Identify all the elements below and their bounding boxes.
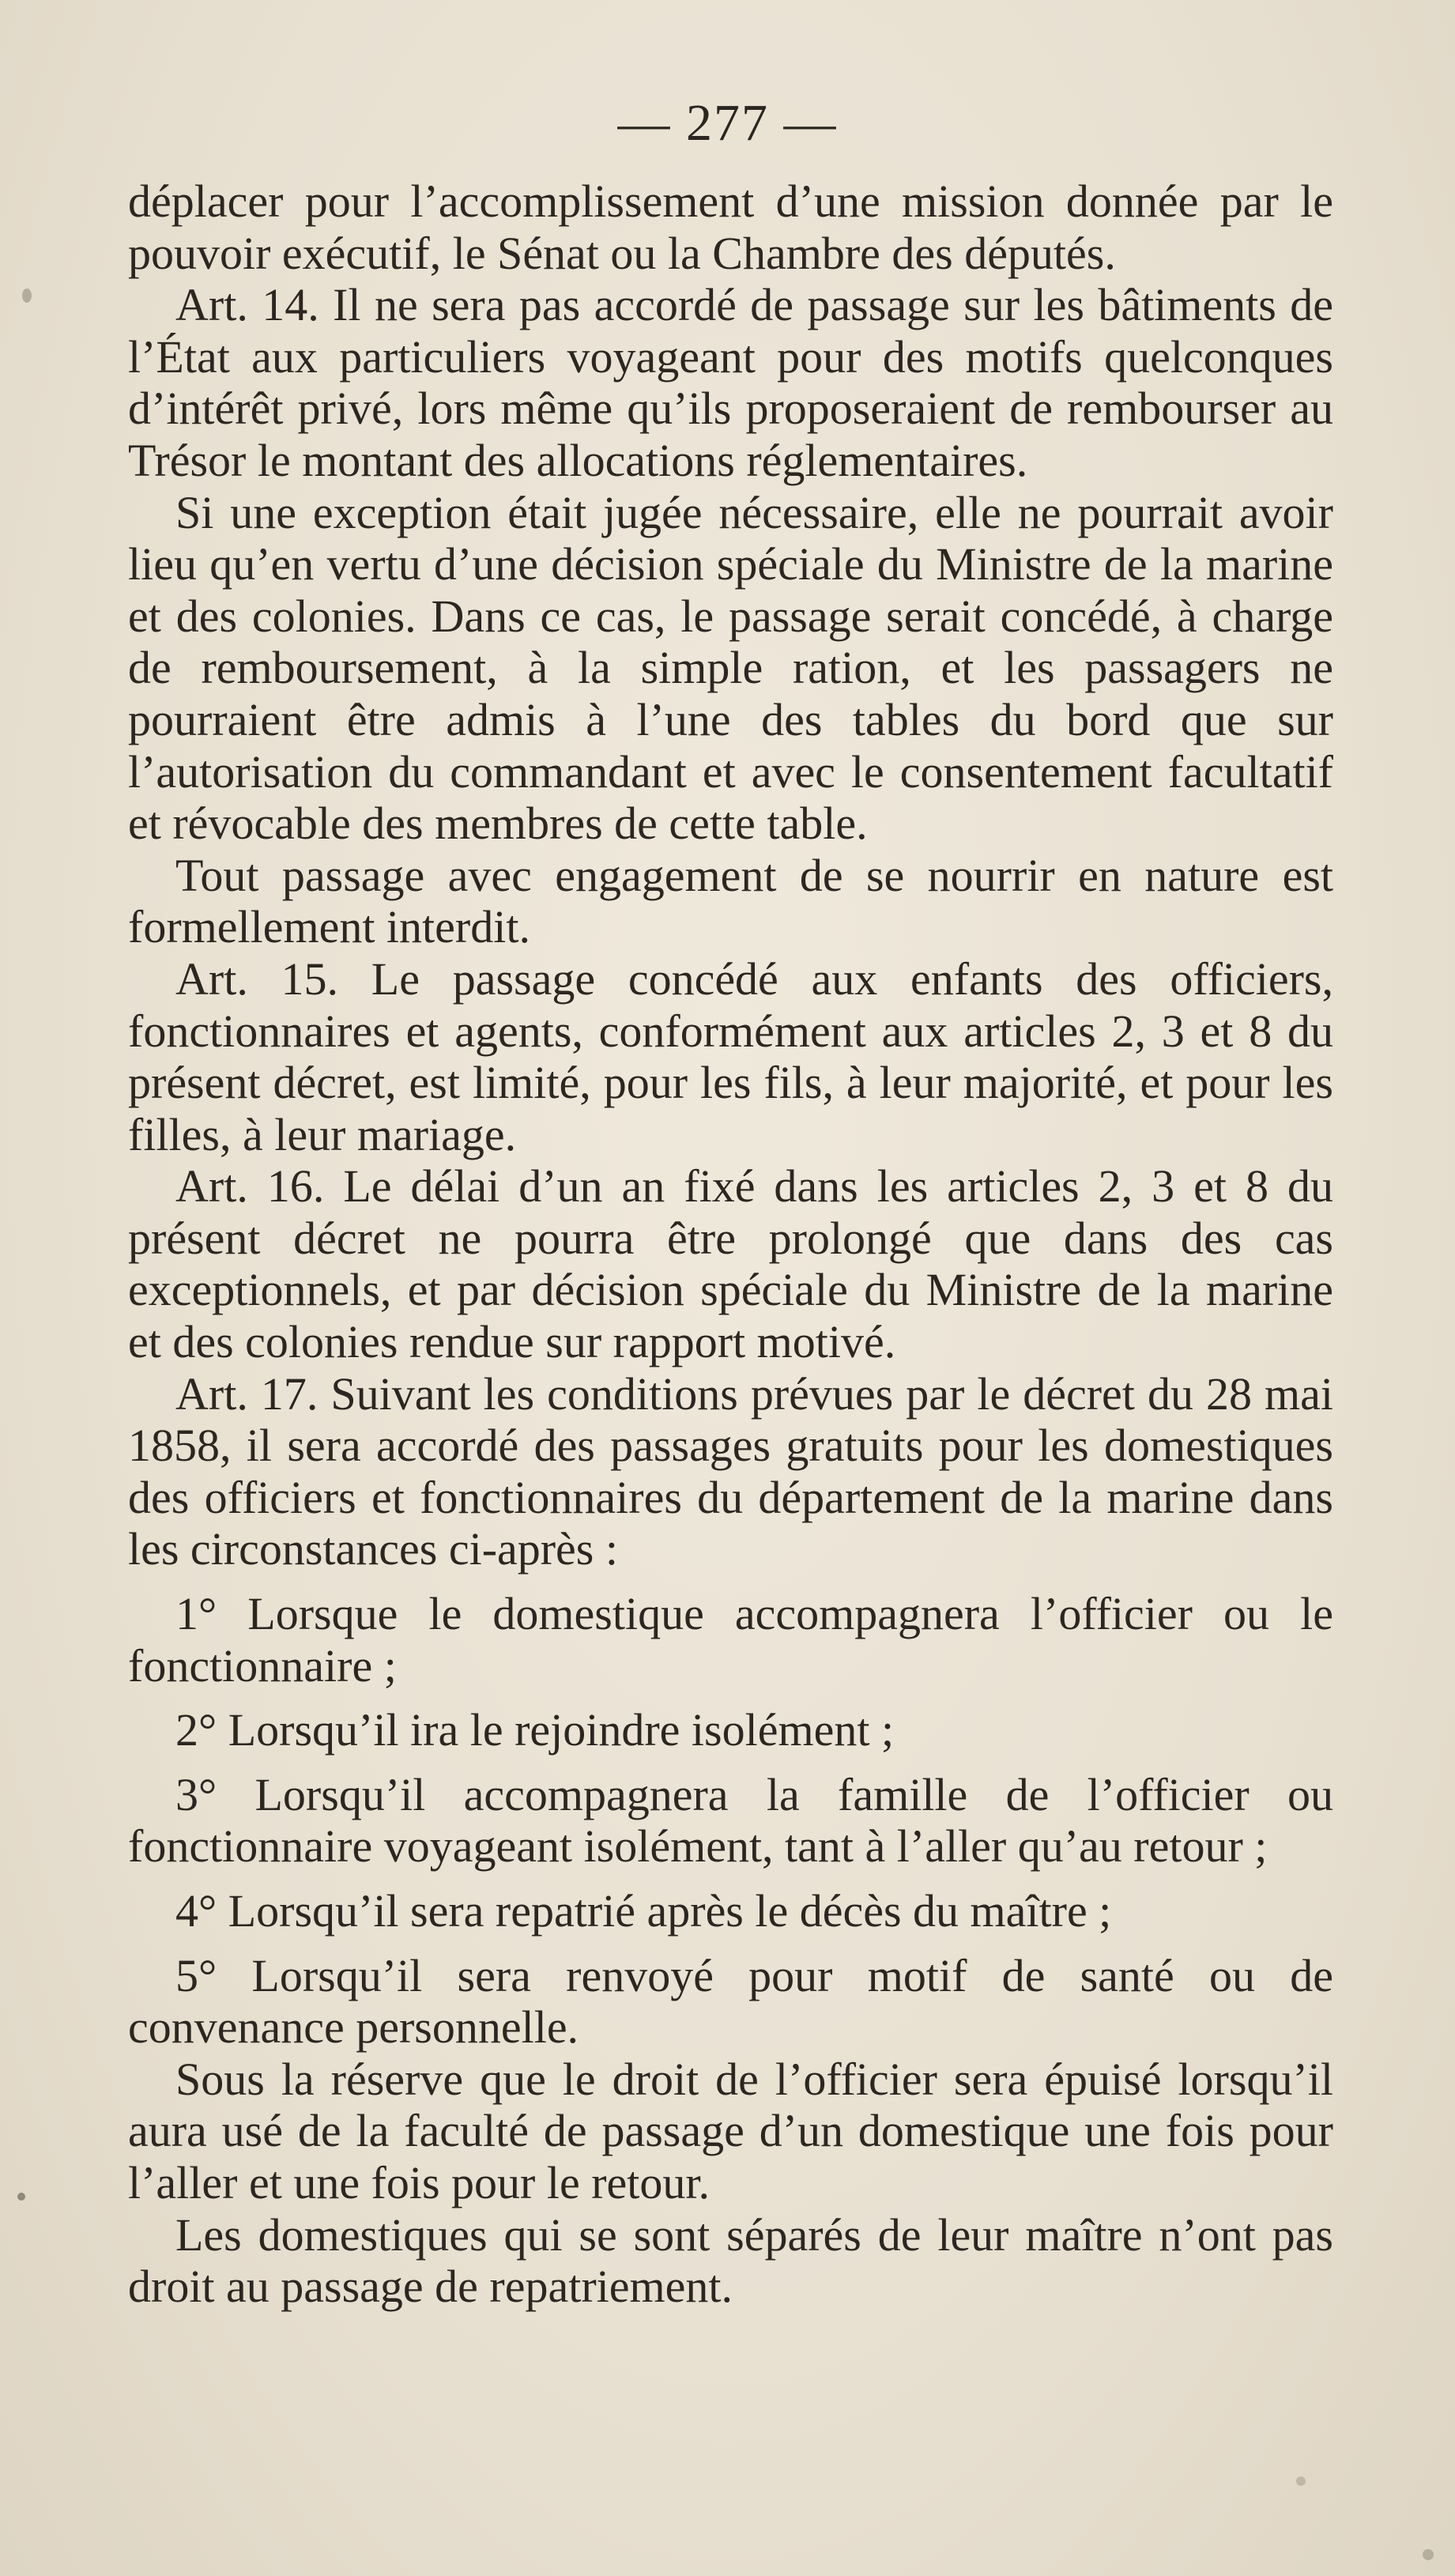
paragraph: déplacer pour l’accomplissement d’une mission donnée par le pouvoir exécutif, le Sénat ou la Chambre des députés. [128, 175, 1333, 279]
list-item: 2° Lorsqu’il ira le rejoindre isolément ; [175, 1704, 895, 1756]
paragraph: Tout passage avec engagement de se nourrir en nature est formellement interdit. [128, 849, 1333, 953]
page-body-text [128, 175, 1333, 2313]
paragraph-article-17: Art. 17. Suivant les conditions prévues par le décret du 28 mai 1858, il sera accordé des passages gratuits pour les domestiques des officiers et fonctionnaires du département de la marine dans les circonstances ci-après : [128, 1367, 1333, 1575]
paragraph-article-14: Art. 14. Il ne sera pas accordé de passage sur les bâtiments de l’État aux particuliers voyageant pour des motifs quelconques d’intérêt privé, lors même qu’ils proposeraient de rembourser au Trésor le montant des allocations réglementaires. [128, 279, 1333, 486]
paragraph-article-15: Art. 15. Le passage concédé aux enfants des officiers, fonctionnaires et agents, conformément aux articles 2, 3 et 8 du présent décret, est limité, pour les fils, à leur majorité, et pour les filles, à leur mariage. [128, 952, 1333, 1160]
print-speck [1296, 2476, 1306, 2486]
print-speck [17, 2193, 25, 2201]
paragraph: Si une exception était jugée nécessaire, elle ne pourrait avoir lieu qu’en vertu d’une décision spéciale du Ministre de la marine et des colonies. Dans ce cas, le passage serait concédé, à charge de remboursement, à la simple ration, et les passagers ne pourraient être admis à l’une des tables du bord que sur l’autorisation du commandant et avec le consentement facultatif et révocable des membres de cette table. [128, 486, 1333, 850]
print-speck [1423, 2549, 1434, 2560]
list-item: 3° Lorsqu’il accompagnera la famille de l’officier ou fonctionnaire voyageant isolément, tant à l’aller qu’au retour ; [128, 1768, 1333, 1873]
page-number: — 277 — [617, 94, 838, 152]
list-item: 1° Lorsque le domestique accompagnera l’officier ou le fonctionnaire ; [128, 1588, 1333, 1692]
paragraph: Sous la réserve que le droit de l’officier sera épuisé lorsqu’il aura usé de la faculté de passage d’un domestique une fois pour l’aller et une fois pour le retour. [128, 2053, 1333, 2208]
list-item: 5° Lorsqu’il sera renvoyé pour motif de santé ou de convenance personnelle. [128, 1949, 1333, 2054]
print-speck [22, 289, 32, 303]
paragraph: Les domestiques qui se sont séparés de leur maître n’ont pas droit au passage de repatriement. [128, 2208, 1333, 2313]
list-item: 4° Lorsqu’il sera repatrié après le décès du maître ; [175, 1885, 1112, 1937]
paragraph-article-16: Art. 16. Le délai d’un an fixé dans les articles 2, 3 et 8 du présent décret ne pourra être prolongé que dans des cas exceptionnels, et par décision spéciale du Ministre de la marine et des colonies rendue sur rapport motivé. [128, 1160, 1333, 1368]
